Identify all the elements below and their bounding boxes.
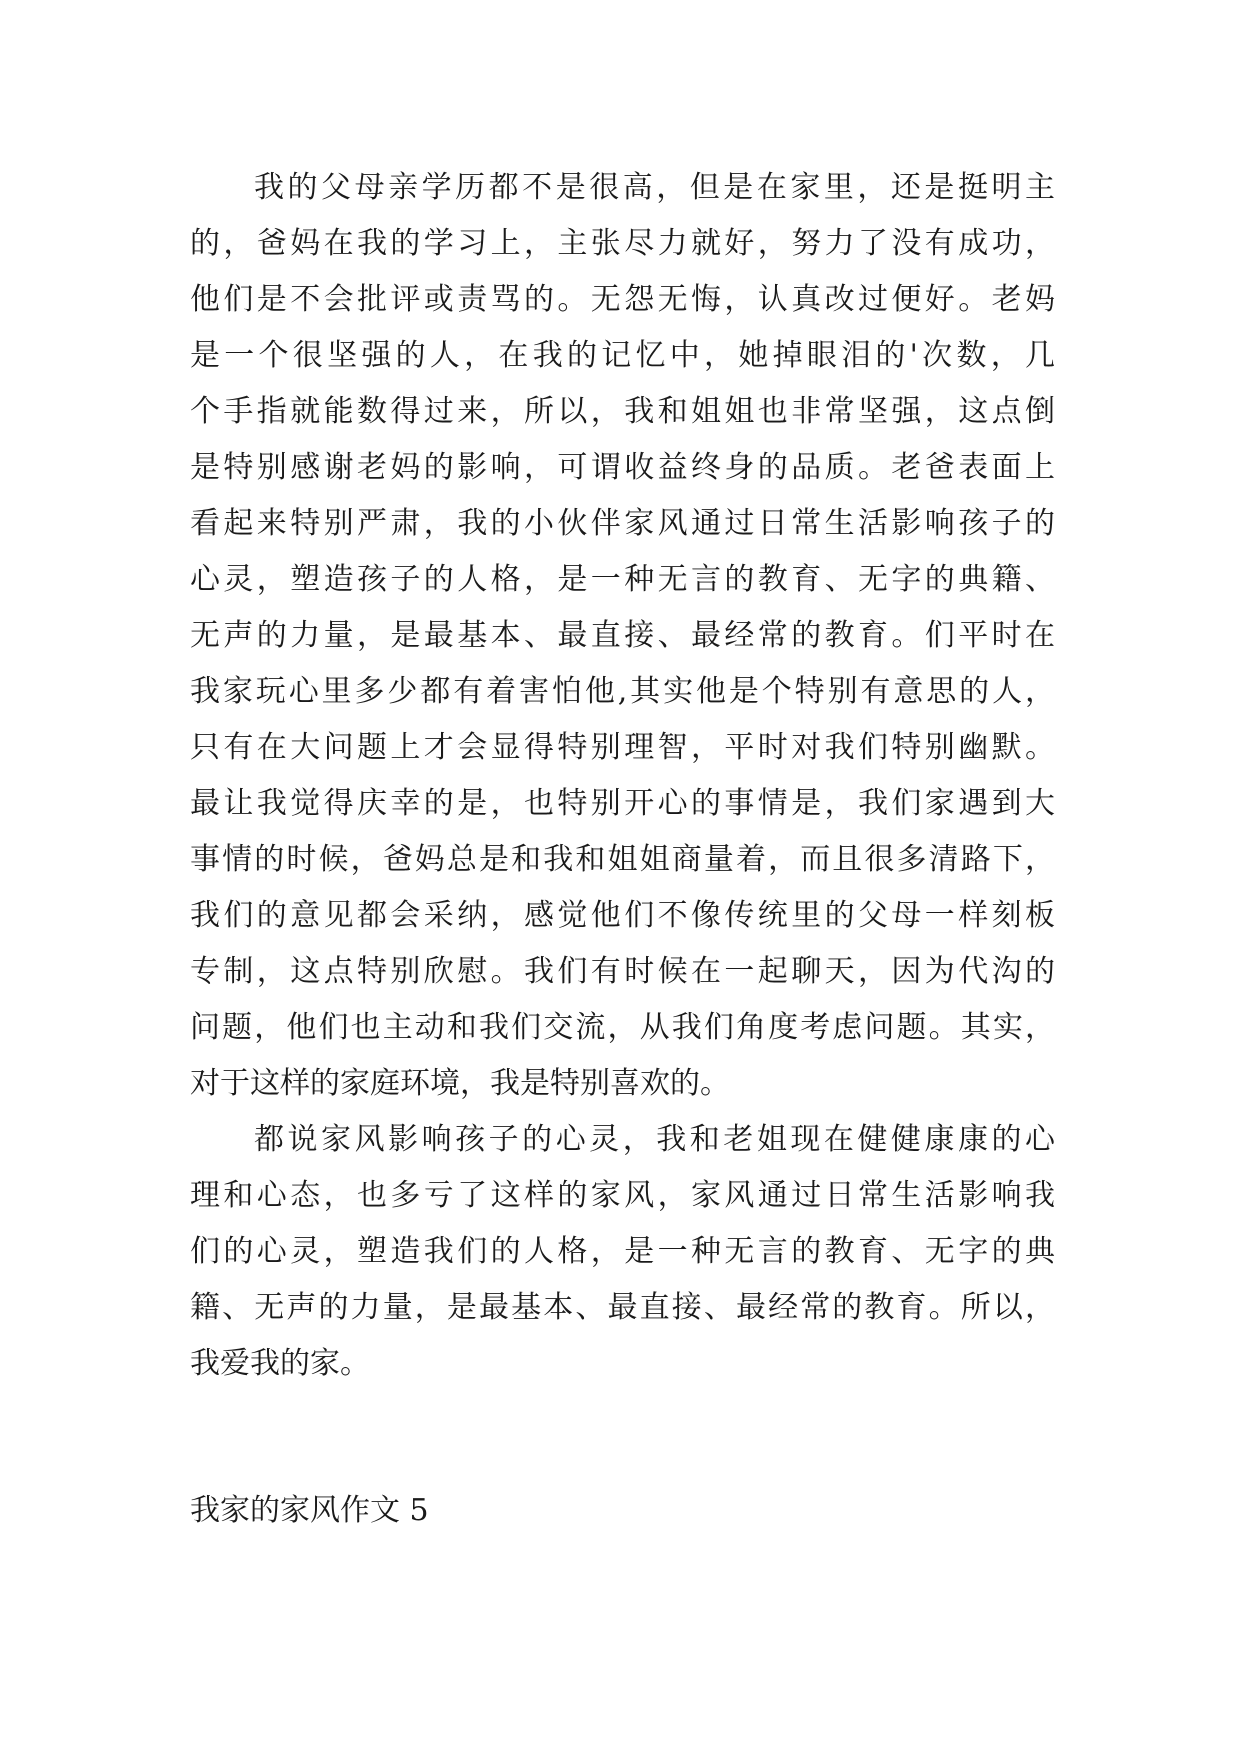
paragraph-line: 是特别感谢老妈的影响，可谓收益终身的品质。老爸表面上 [190, 450, 1055, 485]
paragraph [190, 1112, 1055, 1392]
paragraph [190, 160, 1055, 1112]
paragraph-line: 看起来特别严肃，我的小伙伴家风通过日常生活影响孩子的 [190, 506, 1055, 541]
paragraph-line: 问题，他们也主动和我们交流，从我们角度考虑问题。其实， [190, 1010, 1055, 1045]
paragraph-line: 专制，这点特别欣慰。我们有时候在一起聊天，因为代沟的 [190, 954, 1055, 989]
paragraph-line: 只有在大问题上才会显得特别理智，平时对我们特别幽默。 [190, 730, 1055, 765]
paragraph-line: 是一个很坚强的人，在我的记忆中，她掉眼泪的'次数，几 [190, 338, 1055, 373]
paragraph-line: 心灵，塑造孩子的人格，是一种无言的教育、无字的典籍、 [190, 562, 1055, 597]
paragraph-line: 我家玩心里多少都有着害怕他,其实他是个特别有意思的人， [190, 674, 1055, 709]
paragraph-line: 个手指就能数得过来，所以，我和姐姐也非常坚强，这点倒 [190, 394, 1055, 429]
paragraph-line: 事情的时候，爸妈总是和我和姐姐商量着，而且很多清路下， [190, 842, 1055, 877]
paragraph-line: 都说家风影响孩子的心灵，我和老姐现在健健康康的心 [254, 1122, 1055, 1157]
paragraph-line: 他们是不会批评或责骂的。无怨无悔，认真改过便好。老妈 [190, 282, 1055, 317]
section-heading: 我家的家风作文 5 [190, 1493, 429, 1528]
paragraph-line: 最让我觉得庆幸的是，也特别开心的事情是，我们家遇到大 [190, 786, 1055, 821]
paragraph-line: 的，爸妈在我的学习上，主张尽力就好，努力了没有成功， [190, 226, 1055, 261]
paragraph-line: 我的父母亲学历都不是很高，但是在家里，还是挺明主 [254, 170, 1055, 205]
paragraph-line: 们的心灵，塑造我们的人格，是一种无言的教育、无字的典 [190, 1234, 1055, 1269]
paragraph-line: 理和心态，也多亏了这样的家风，家风通过日常生活影响我 [190, 1178, 1055, 1213]
paragraph-line: 籍、无声的力量，是最基本、最直接、最经常的教育。所以， [190, 1290, 1055, 1325]
paragraph-line: 无声的力量，是最基本、最直接、最经常的教育。们平时在 [190, 618, 1055, 653]
paragraph-line: 我们的意见都会采纳，感觉他们不像传统里的父母一样刻板 [190, 898, 1055, 933]
paragraph-line: 我爱我的家。 [190, 1346, 370, 1381]
paragraph-line: 对于这样的家庭环境，我是特别喜欢的。 [190, 1066, 730, 1101]
document-body [190, 160, 1055, 1392]
